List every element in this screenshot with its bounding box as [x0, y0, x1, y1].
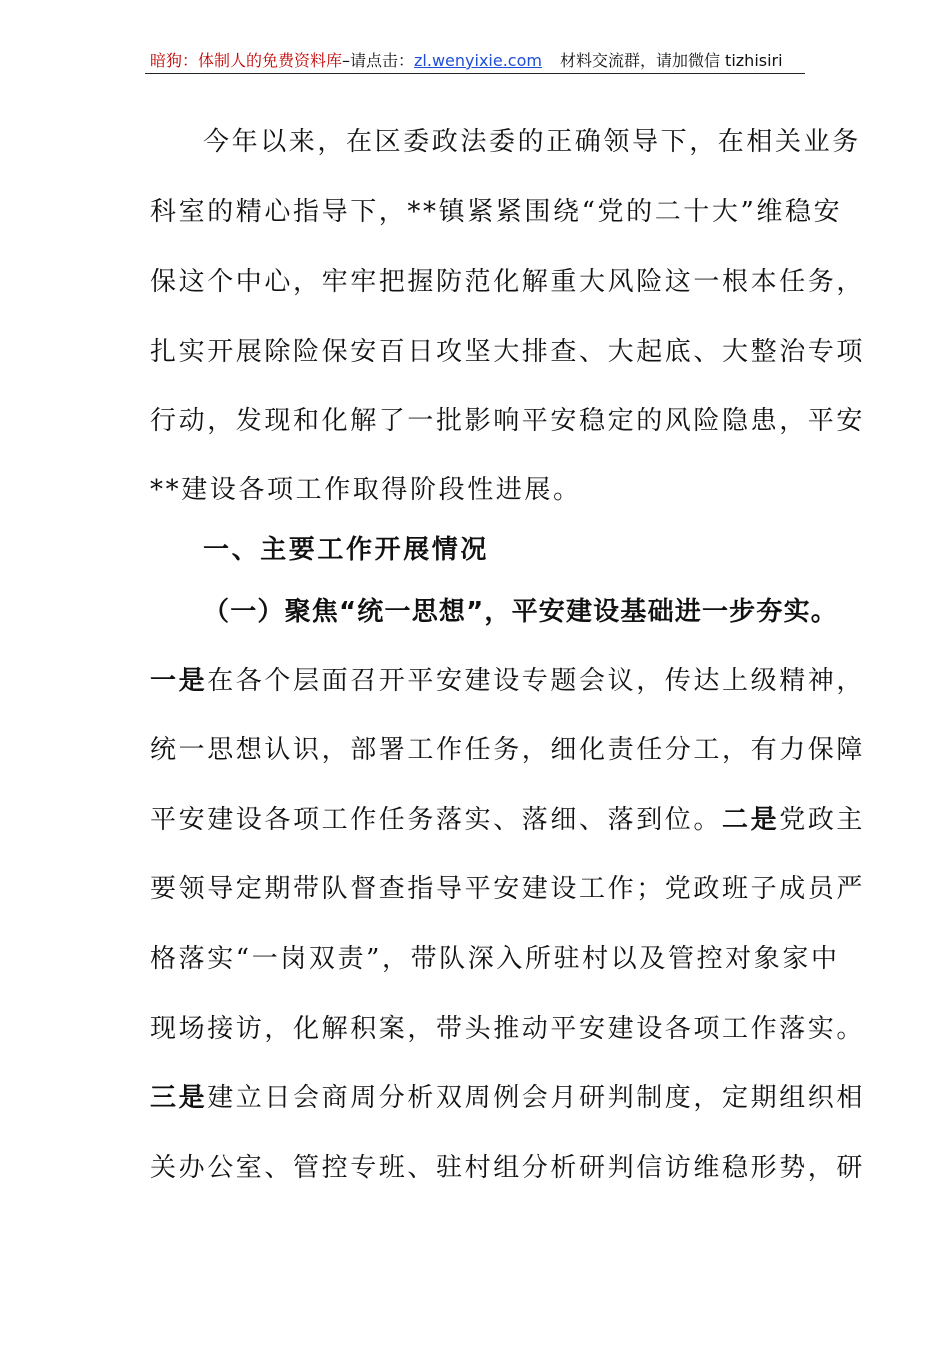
body-line-5: 格落实“一岗双责”，带队深入所驻村以及管控对象家中 [150, 944, 840, 974]
page-header [150, 49, 806, 73]
point-three-label: 三是 [150, 1083, 208, 1113]
point-one-label: 一是 [150, 666, 208, 696]
body-line-4: 要领导定期带队督查指导平安建设工作；党政班子成员严 [150, 874, 866, 904]
header-brand: 暗狗：体制人的免费资料库 [150, 51, 343, 70]
point-two-label: 二是 [722, 805, 780, 835]
body-line-1 [150, 661, 865, 701]
sub-heading: （一）聚焦“统一思想”，平安建设基础进一步夯实。 [203, 597, 838, 627]
body-line-7 [150, 1078, 865, 1118]
intro-line-4: 扎实开展除险保安百日攻坚大排查、大起底、大整治专项 [150, 337, 866, 367]
body-line-7-text: 建立日会商周分析双周例会月研判制度，定期组织相 [207, 1083, 866, 1113]
body-line-3-tail: 党政主 [779, 805, 866, 835]
intro-line-6: **建设各项工作取得阶段性进展。 [150, 475, 582, 505]
body-line-8: 关办公室、管控专班、驻村组分析研判信访维稳形势，研 [150, 1153, 866, 1183]
section-heading: 一、主要工作开展情况 [203, 535, 490, 565]
intro-line-5: 行动，发现和化解了一批影响平安稳定的风险隐患，平安 [150, 406, 866, 436]
body-line-3-text: 平安建设各项工作任务落实、落细、落到位。 [150, 805, 723, 835]
header-note: 材料交流群，请加微信 tizhisiri [559, 51, 783, 70]
intro-line-2: 科室的精心指导下，**镇紧紧围绕“党的二十大”维稳安 [150, 197, 843, 227]
intro-line-1: 今年以来，在区委政法委的正确领导下，在相关业务 [203, 127, 861, 157]
intro-line-3: 保这个中心，牢牢把握防范化解重大风险这一根本任务， [150, 267, 866, 297]
body-line-6: 现场接访，化解积案，带头推动平安建设各项工作落实。 [150, 1014, 866, 1044]
header-divider [145, 73, 805, 74]
body-line-2: 统一思想认识，部署工作任务，细化责任分工，有力保障 [150, 735, 866, 765]
header-link[interactable]: zl.wenyixie.com [414, 51, 542, 70]
body-line-1-text: 在各个层面召开平安建设专题会议，传达上级精神， [207, 666, 866, 696]
header-prompt: –请点击： [342, 51, 415, 70]
body-line-3 [150, 800, 865, 840]
